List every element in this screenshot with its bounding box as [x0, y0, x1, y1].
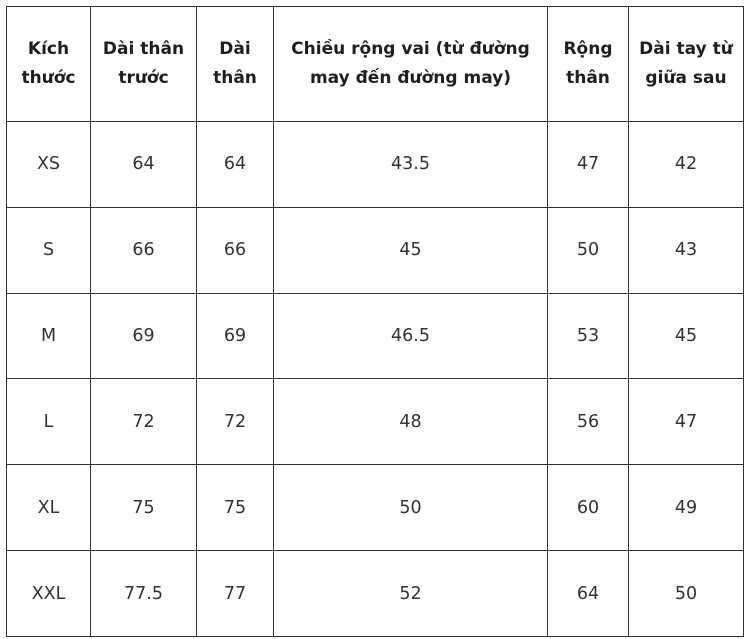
header-body-length: Dài thân [197, 7, 274, 122]
header-shoulder-width: Chiều rộng vai (từ đường may đến đường may) [274, 7, 548, 122]
table-header [7, 7, 744, 122]
cell-shoulder-width: 43.5 [274, 122, 548, 208]
cell-size: L [7, 379, 91, 465]
cell-body-width: 64 [548, 551, 629, 637]
header-front-length: Dài thân trước [91, 7, 197, 122]
cell-body-width: 50 [548, 207, 629, 293]
cell-shoulder-width: 45 [274, 207, 548, 293]
cell-front-length: 66 [91, 207, 197, 293]
table-row [7, 379, 744, 465]
cell-sleeve-length: 50 [629, 551, 744, 637]
cell-shoulder-width: 46.5 [274, 293, 548, 379]
table-row [7, 293, 744, 379]
cell-size: M [7, 293, 91, 379]
cell-body-length: 69 [197, 293, 274, 379]
cell-body-length: 66 [197, 207, 274, 293]
cell-sleeve-length: 42 [629, 122, 744, 208]
table-body [7, 122, 744, 637]
cell-sleeve-length: 49 [629, 465, 744, 551]
cell-body-length: 72 [197, 379, 274, 465]
cell-body-length: 64 [197, 122, 274, 208]
header-sleeve-length: Dài tay từ giữa sau [629, 7, 744, 122]
cell-front-length: 69 [91, 293, 197, 379]
cell-shoulder-width: 52 [274, 551, 548, 637]
size-chart-table [6, 6, 744, 637]
cell-size: XS [7, 122, 91, 208]
cell-size: XL [7, 465, 91, 551]
header-body-width: Rộng thân [548, 7, 629, 122]
cell-sleeve-length: 45 [629, 293, 744, 379]
cell-front-length: 64 [91, 122, 197, 208]
cell-body-length: 77 [197, 551, 274, 637]
cell-front-length: 72 [91, 379, 197, 465]
cell-shoulder-width: 50 [274, 465, 548, 551]
table-row [7, 207, 744, 293]
table-row [7, 122, 744, 208]
cell-sleeve-length: 47 [629, 379, 744, 465]
header-size: Kích thước [7, 7, 91, 122]
cell-body-width: 60 [548, 465, 629, 551]
header-row [7, 7, 744, 122]
cell-body-length: 75 [197, 465, 274, 551]
cell-shoulder-width: 48 [274, 379, 548, 465]
cell-size: S [7, 207, 91, 293]
cell-body-width: 56 [548, 379, 629, 465]
cell-front-length: 75 [91, 465, 197, 551]
cell-front-length: 77.5 [91, 551, 197, 637]
cell-sleeve-length: 43 [629, 207, 744, 293]
cell-size: XXL [7, 551, 91, 637]
table-row [7, 551, 744, 637]
cell-body-width: 53 [548, 293, 629, 379]
table-row [7, 465, 744, 551]
cell-body-width: 47 [548, 122, 629, 208]
